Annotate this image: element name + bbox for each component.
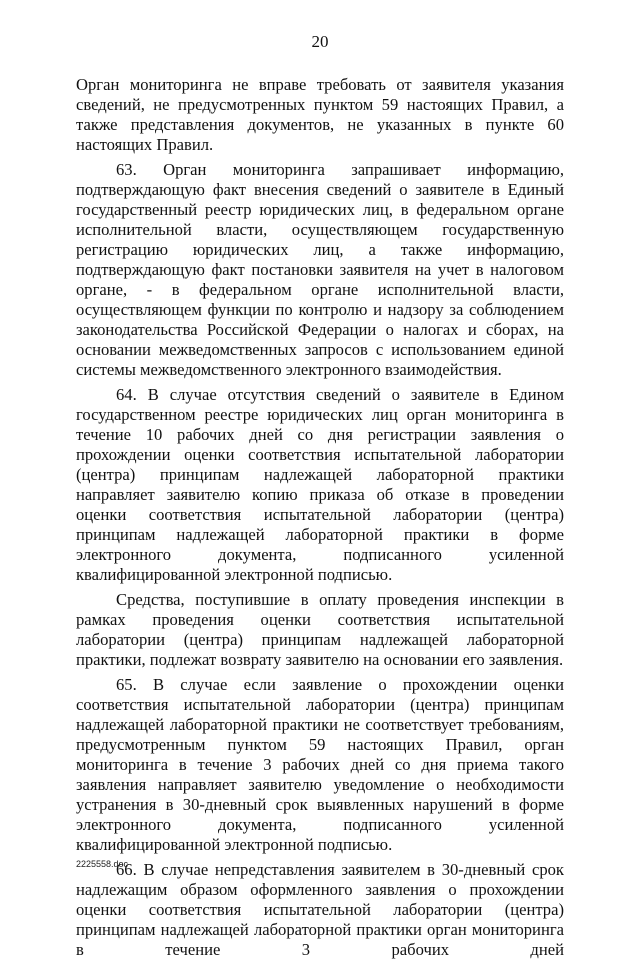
paragraph-64: 64. В случае отсутствия сведений о заявителе в Едином государственном реестре юридических лиц орган мониторинга в течение 10 рабочих дней со дня регистрации заявления о прохождении оценки соответствия испытательной лаборатории (центра) принципам надлежащей лабораторной практики направляет заявителю копию приказа об отказе в проведении оценки соответствия испытательной лаборатории (центра) принципам надлежащей лабораторной практики в форме электронного документа, подписанного усиленной квалифицированной электронной подписью. bbox=[76, 385, 564, 584]
paragraph-65: 65. В случае если заявление о прохождении оценки соответствия испытательной лаборатории (центра) принципам надлежащей лабораторной практики не соответствует требованиям, предусмотренным пунктом 59 настоящих Правил, орган мониторинга в течение 3 рабочих дней со дня приема такого заявления направляет заявителю уведомление о необходимости устранения в 30-дневный срок выявленных нарушений в форме электронного документа, подписанного усиленной квалифицированной электронной подписью. bbox=[76, 675, 564, 854]
paragraph-continuation: Орган мониторинга не вправе требовать от заявителя указания сведений, не предусмотренных пунктом 59 настоящих Правил, а также представления документов, не указанных в пункте 60 настоящих Правил. bbox=[76, 75, 564, 154]
document-body bbox=[76, 75, 564, 965]
paragraph-66: 66. В случае непредставления заявителем в 30-дневный срок надлежащим образом оформленного заявления о прохождении оценки соответствия испытательной лаборатории (центра) принципам надлежащей лабораторной практики орган мониторинга в течение 3 рабочих дней bbox=[76, 860, 564, 959]
paragraph-63: 63. Орган мониторинга запрашивает информацию, подтверждающую факт внесения сведений о заявителе в Единый государственный реестр юридических лиц, в федеральном органе исполнительной власти, осуществляющем государственную регистрацию юридических лиц, а также информацию, подтверждающую факт постановки заявителя на учет в налоговом органе, - в федеральном органе исполнительной власти, осуществляющем функции по контролю и надзору за соблюдением законодательства Российской Федерации о налогах и сборах, на основании межведомственных запросов с использованием единой системы межведомственного электронного взаимодействия. bbox=[76, 160, 564, 379]
page-number: 20 bbox=[311, 32, 329, 51]
paragraph-64-refund: Средства, поступившие в оплату проведения инспекции в рамках проведения оценки соответствия испытательной лаборатории (центра) принципам надлежащей лабораторной практики, подлежат возврату заявителю на основании его заявления. bbox=[76, 590, 564, 669]
document-file-code: 2225558.doc bbox=[76, 859, 129, 869]
